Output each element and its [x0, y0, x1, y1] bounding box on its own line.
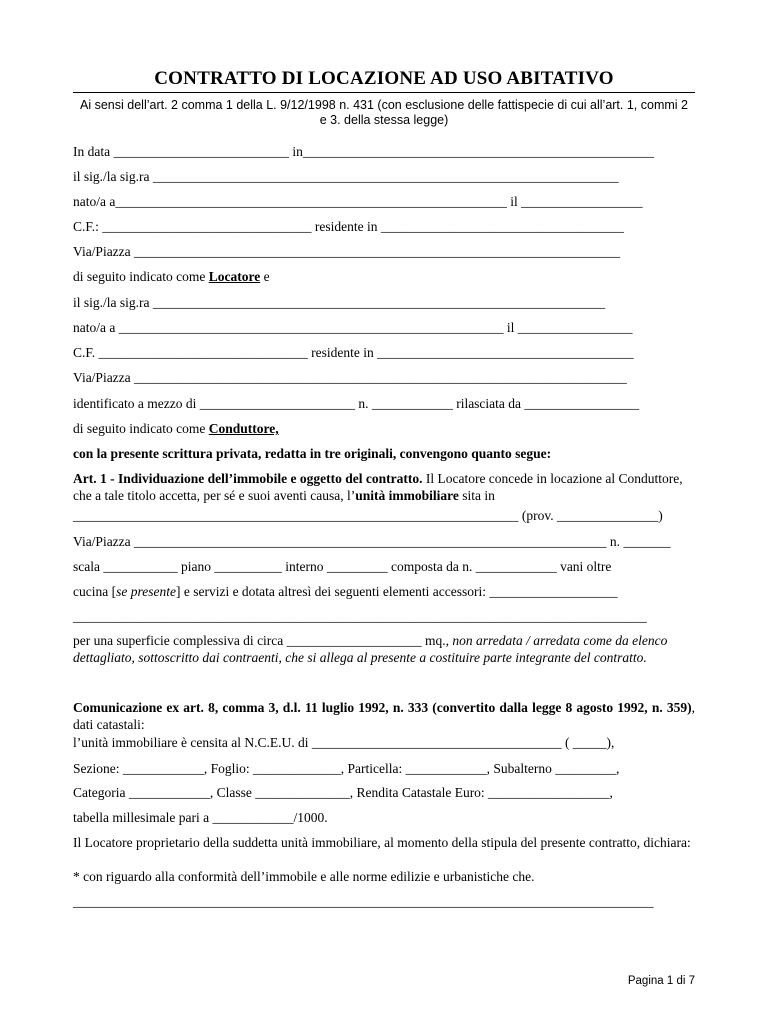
cucina-line — [73, 583, 690, 600]
comunicazione-title: Comunicazione ex art. 8, comma 3, d.l. 11 luglio 1992, n. 333 (convertito dalla legge 8 agosto 1992, n. 359) — [73, 700, 692, 715]
in-data-line: In data __________________________ in____________________________________________________ — [73, 144, 654, 159]
locatore-cf-line: C.F.: _______________________________ residente in ____________________________________ — [73, 219, 624, 234]
title-rule — [73, 92, 695, 93]
superficie-text: per una superficie complessiva di circa ____________________ mq., — [73, 633, 453, 648]
conduttore-role: Conduttore, — [208, 421, 279, 436]
article-1-address-line: Via/Piazza ______________________________________________________________________ n. _______ — [73, 534, 671, 549]
conformita-line: * con riguardo alla conformità dell’immobile e alle norme edilizie e urbanistiche che. — [73, 869, 535, 884]
document-subtitle: Ai sensi dell’art. 2 comma 1 della L. 9/12/1998 n. 431 (con esclusione delle fattispecie di cui all’art. 1, commi 2 e 3. della stessa legge) — [80, 98, 688, 127]
sezione-line: Sezione: ____________, Foglio: _____________, Particella: ____________, Subalterno _________, — [73, 761, 620, 776]
nceu-line: l’unità immobiliare è censita al N.C.E.U. di _____________________________________ ( _____), — [73, 735, 615, 750]
convengono-line: con la presente scrittura privata, redatta in tre originali, convengono quanto segue: — [73, 446, 552, 461]
cucina-suffix: ] e servizi e dotata altresì dei seguenti elementi accessori: ___________________ — [175, 584, 618, 599]
unita-immobiliare-label: unità immobiliare — [355, 488, 459, 503]
identification-line: identificato a mezzo di _______________________ n. ____________ rilasciata da _________________ — [73, 396, 640, 411]
dichiarazione-paragraph: Il Locatore proprietario della suddetta unità immobiliare, al momento della stipula del presente contratto, dichiara: — [73, 835, 691, 850]
comunicazione-paragraph — [73, 699, 695, 733]
article-1-text: Il Locatore concede in locazione al Conduttore, che a tale titolo accetta, per sé e suoi aventi causa, l’ — [73, 471, 683, 503]
conduttore-role-line — [73, 420, 690, 437]
role-suffix: e — [260, 269, 270, 284]
page-number: Pagina 1 di 7 — [627, 975, 695, 987]
locatore-address-line: Via/Piazza ________________________________________________________________________ — [73, 244, 621, 259]
article-1-text-end: sita in — [458, 488, 495, 503]
categoria-line: Categoria ____________, Classe ______________, Rendita Catastale Euro: __________________, — [73, 785, 613, 800]
conduttore-name-line: il sig./la sig.ra ___________________________________________________________________ — [73, 295, 606, 310]
prov-line: __________________________________________________________________ (prov. _______________) — [73, 508, 663, 523]
locatore-birth-line: nato/a a__________________________________________________________ il __________________ — [73, 194, 643, 209]
superficie-paragraph — [73, 632, 695, 666]
locatore-role: Locatore — [208, 269, 261, 284]
locatore-role-line — [73, 268, 690, 285]
conduttore-birth-line: nato/a a _________________________________________________________ il _________________ — [73, 320, 633, 335]
cucina-prefix: cucina [ — [73, 584, 117, 599]
cucina-optional: se presente — [116, 584, 176, 599]
document-title: CONTRATTO DI LOCAZIONE AD USO ABITATIVO — [154, 68, 614, 89]
article-1-title: Art. 1 - Individuazione dell’immobile e oggetto del contratto. — [73, 471, 423, 486]
role-prefix: di seguito indicato come — [73, 421, 209, 436]
final-blank-line: ______________________________________________________________________________________ — [73, 894, 654, 909]
blank-line: _____________________________________________________________________________________ — [73, 609, 647, 624]
conduttore-address-line: Via/Piazza _________________________________________________________________________ — [73, 370, 627, 385]
tabella-line: tabella millesimale pari a ____________/1000. — [73, 810, 328, 825]
scala-line: scala ___________ piano __________ interno _________ composta da n. ____________ vani oltre — [73, 559, 612, 574]
article-1-paragraph — [73, 470, 695, 504]
comunicazione-suffix: , dati catastali: — [73, 700, 695, 732]
role-prefix: di seguito indicato come — [73, 269, 209, 284]
arredamento-note: non arredata / arredata come da elenco dettagliato, sottoscritto dai contraenti, che si allega al presente a costituire parte integrante del contratto. — [73, 633, 668, 665]
locatore-name-line: il sig./la sig.ra _____________________________________________________________________ — [73, 169, 619, 184]
conduttore-cf-line: C.F. _______________________________ residente in ______________________________________ — [73, 345, 634, 360]
